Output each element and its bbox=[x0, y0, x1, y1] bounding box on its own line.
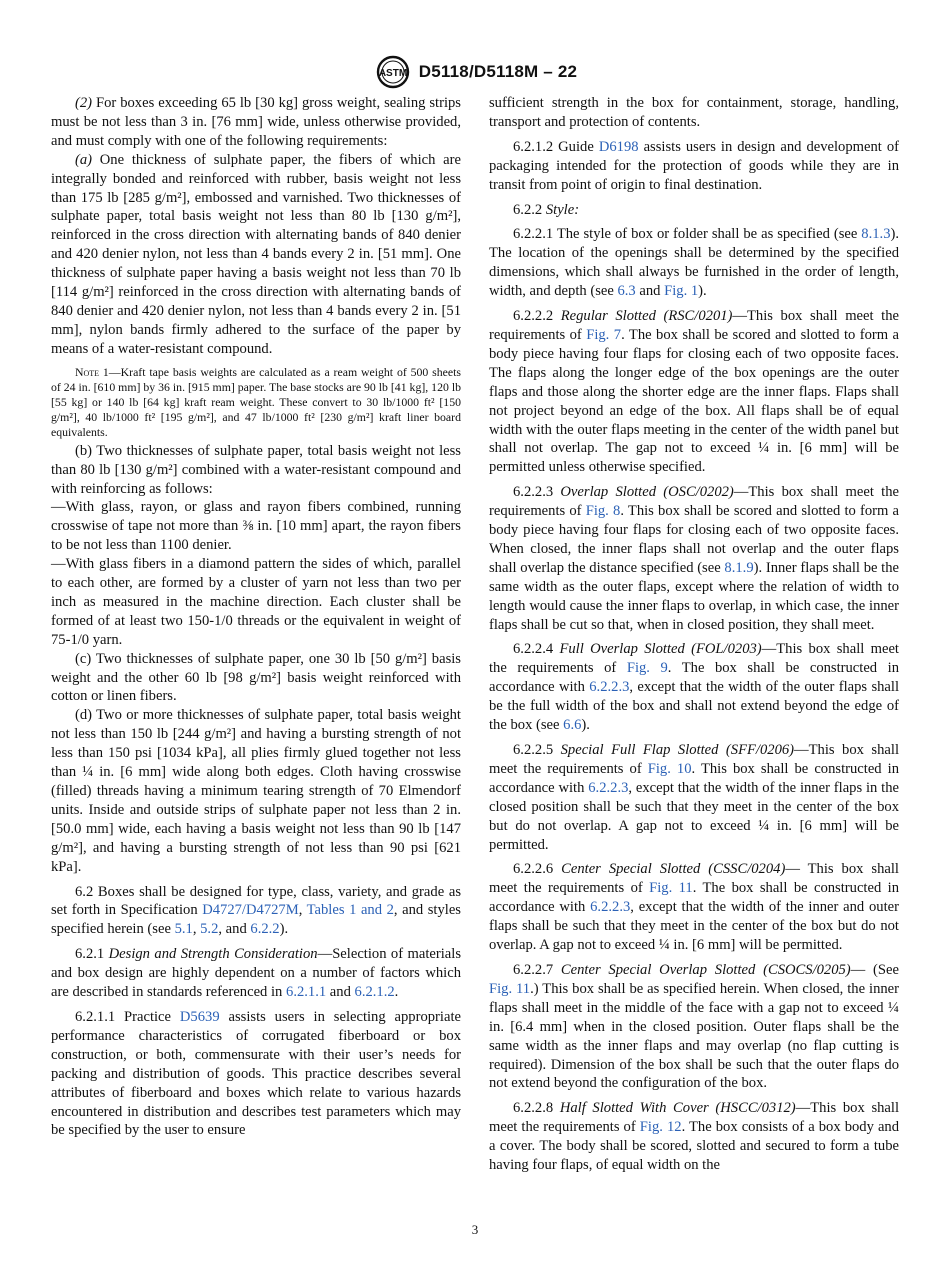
ref-fig-1[interactable]: Fig. 1 bbox=[664, 283, 699, 300]
ref-fig-7[interactable]: Fig. 7 bbox=[586, 326, 622, 343]
section-title: Regular Slotted (RSC/0201) bbox=[560, 308, 733, 325]
paragraph-text: Two or more thicknesses of sulphate paper, total basis weight not less than 150 lb [244 g/m²] and having a bursting strength of not less than 150 psi [1034 kPa], all plies firmly glued together not less than ¼ in. [6 mm] wide along both edges. Cloth having crosswise (filled) threads having a minimum tearing strength of 70 Elmendorf units. Inside and outside strips of sulphate paper not less than 2 in. [50.0 mm] wide, each having a basis weight not less than 90 lb [147 g/m²], and having a bursting strength of not less than 90 psi [621 kPa]. bbox=[51, 707, 461, 875]
text: ). bbox=[698, 283, 707, 300]
ref-fig-9[interactable]: Fig. 9 bbox=[626, 660, 668, 677]
text: , bbox=[192, 921, 201, 938]
section-6-2-2-3 bbox=[489, 483, 899, 634]
section-title: Overlap Slotted (OSC/0202) bbox=[560, 484, 734, 501]
text: , except that the width of the inner flaps in the closed position shall be such that they meet in the center of the box but do not overlap. A gap not to exceed ¼ in. [6 mm] will be permitted. bbox=[489, 779, 900, 853]
left-column bbox=[51, 94, 461, 1140]
note-label: Note 1 bbox=[75, 364, 109, 379]
section-number: 6.2.1 bbox=[75, 946, 109, 963]
section-6-2-2-8 bbox=[489, 1099, 899, 1175]
section-title: Design and Strength Consideration bbox=[108, 946, 318, 963]
section-6-2-2-2 bbox=[489, 307, 899, 477]
ref-d4727[interactable]: D4727/D4727M bbox=[202, 902, 299, 919]
paragraph-2 bbox=[51, 94, 461, 151]
text: ). The location of the openings shall be determined by the specified dimensions, which shall always be furnished in the order of length, width, and depth (see bbox=[489, 226, 899, 300]
section-6-2-2-6 bbox=[489, 860, 899, 955]
ref-d5639[interactable]: D5639 bbox=[179, 1008, 220, 1025]
section-6-2-1 bbox=[51, 945, 461, 1002]
astm-logo bbox=[373, 55, 413, 89]
item-number: (d) bbox=[75, 707, 93, 724]
text: — This box shall meet the requirements of bbox=[489, 861, 899, 897]
item-number: (c) bbox=[75, 650, 92, 667]
section-title: Full Overlap Slotted (FOL/0203) bbox=[559, 641, 762, 658]
section-number: 6.2.2.7 bbox=[513, 961, 561, 978]
text: . This box shall be constructed in accordance with bbox=[489, 760, 900, 796]
text: —Selection of materials and box design are highly dependent on a number of factors which are described in standards referenced in bbox=[51, 946, 462, 1001]
text: 6.2 Boxes shall be designed for type, class, variety, and grade as set forth in Specification bbox=[51, 883, 461, 919]
section-6-2-2-1 bbox=[489, 225, 899, 301]
logo-text: ASTM bbox=[378, 68, 407, 79]
ref-5-2[interactable]: 5.2 bbox=[200, 921, 219, 938]
text: 6.2.1.1 Practice bbox=[75, 1008, 180, 1025]
paragraph-c bbox=[51, 650, 461, 707]
section-number: 6.2.2 bbox=[513, 201, 546, 218]
note-1 bbox=[51, 365, 461, 440]
ref-fig-12[interactable]: Fig. 12 bbox=[639, 1119, 682, 1136]
text: and bbox=[635, 283, 665, 300]
section-6-2-1-2 bbox=[489, 138, 899, 195]
text: , except that the width of the outer flaps shall be the full width of the box and shall not extend beyond the edge of the box (see bbox=[489, 679, 900, 734]
dash-item-1: —With glass, rayon, or glass and rayon fibers combined, running crosswise of tape not more than ⅜ in. [10 mm] apart, the rayon fibers to be not less than 1100 denier. bbox=[51, 499, 461, 554]
standard-designation: D5118/D5118M – 22 bbox=[418, 62, 578, 81]
ref-8-1-3[interactable]: 8.1.3 bbox=[861, 226, 891, 243]
text: and bbox=[326, 984, 355, 1001]
text: . The box shall be constructed in accordance with bbox=[489, 660, 900, 696]
paragraph-text: Two thicknesses of sulphate paper, total basis weight not less than 80 lb [130 g/m²] combined with a water-resistant compound and with reinforcing as follows: bbox=[51, 442, 461, 497]
section-6-2-2-5 bbox=[489, 741, 899, 854]
text: .) This box shall be as specified herein. When closed, the inner flaps shall meet in the middle of the face with a gap not to exceed ¼ in. [6.4 mm] when in the closed position. Outer flaps shall be the same width as the inner flaps and may overlap (no flap cutting is required). Dimension of the box shall be such that the outer flaps do not extend beyond the configuration of the box. bbox=[489, 980, 899, 1092]
text: . The box shall be scored and slotted to form a body piece having four flaps for closing each of two opposite faces. The flaps along the longer edge of the box openings are the outer flaps and those along the shorter edge are the inner flaps. Flaps shall not project beyond an edge of the box. All flaps shall be of equal width with the outer flaps meeting in the center of the width panel but shall not overlap. The gap not to exceed ¼ in. [6 mm] will be permitted unless otherwise specified. bbox=[489, 326, 900, 476]
page-number: 3 bbox=[471, 1222, 479, 1237]
ref-6-2-1-2[interactable]: 6.2.1.2 bbox=[354, 984, 395, 1001]
ref-6-2-2-3[interactable]: 6.2.2.3 bbox=[589, 679, 630, 696]
page-header bbox=[0, 55, 950, 89]
text: ). Inner flaps shall be the same width as the outer flaps, except where the relation of width to length would cause the inner flaps to overlap, in which case, the inner flaps shall be cut so that, when in closed position, they shall meet. bbox=[489, 559, 900, 633]
paragraph-b bbox=[51, 442, 461, 499]
paragraph-text: For boxes exceeding 65 lb [30 kg] gross weight, sealing strips must be not less than 3 in. [76 mm] wide, unless otherwise provided, and must comply with one of the following requirements: bbox=[51, 95, 461, 149]
item-number: (a) bbox=[75, 151, 93, 168]
section-6-2-2 bbox=[489, 201, 899, 220]
paragraph-a bbox=[51, 151, 461, 359]
section-6-2-2-7 bbox=[489, 961, 899, 1093]
text: , and styles specified herein (see bbox=[51, 902, 461, 938]
item-number: (b) bbox=[75, 442, 93, 459]
text: , and bbox=[218, 921, 251, 938]
section-number: 6.2.2.3 bbox=[513, 484, 561, 501]
section-6-2-2-4 bbox=[489, 640, 899, 735]
text: ). bbox=[581, 717, 590, 734]
text: assists users in selecting appropriate performance characteristics of corrugated fiberboard or box construction, or both, commensurate with their user’s needs for packing and distribution of goods. This practice describes several attributes of fiberboard and boxes which relate to various hazards encountered in distribution and describes test parameters which may be specified by the user to ensure bbox=[51, 1008, 461, 1139]
ref-fig-11[interactable]: Fig. 11 bbox=[489, 980, 531, 997]
note-text: —Kraft tape basis weights are calculated as a ream weight of 500 sheets of 24 in. [610 mm] by 36 in. [915 mm] paper. The base stocks are 90 lb [41 kg], 120 lb [55 kg] or 140 lb [64 kg] kraft ream weight. These convert to 30 lb/1000 ft² [150 g/m²], 40 lb/1000 ft² [195 g/m²], and 47 lb/1000 ft² [230 g/m²] kraft liner board equivalents. bbox=[51, 364, 462, 439]
text: —This box shall meet the requirements of bbox=[489, 742, 899, 777]
paragraph-d bbox=[51, 706, 461, 876]
ref-5-1[interactable]: 5.1 bbox=[174, 921, 193, 938]
continued-text: sufficient strength in the box for containment, storage, handling, transport and protection of contents. bbox=[489, 95, 899, 130]
section-number: 6.2.2.4 bbox=[513, 641, 560, 658]
paragraph-text: Two thicknesses of sulphate paper, one 30 lb [50 g/m²] basis weight and the other 60 lb [98 g/m²] basis weight reinforced with cotton or linen fibers. bbox=[51, 650, 461, 705]
text: —This box shall meet the requirements of bbox=[489, 641, 899, 677]
ref-8-1-9[interactable]: 8.1.9 bbox=[724, 559, 754, 576]
item-number: (2) bbox=[75, 95, 93, 111]
right-column bbox=[489, 94, 899, 1175]
section-number: 6.2.2.5 bbox=[513, 742, 561, 758]
dash-item-2: —With glass fibers in a diamond pattern the sides of which, parallel to each other, are formed by a cluster of yarn not less than two per inch as measured in the machine direction. Each cluster shall be formed of at least two 150-1/0 threads or the equivalent in weight of 75-1/0 yarn. bbox=[51, 556, 461, 648]
section-title: Style: bbox=[545, 201, 580, 218]
ref-fig-8[interactable]: Fig. 8 bbox=[585, 503, 621, 520]
ref-fig-10[interactable]: Fig. 10 bbox=[647, 760, 692, 777]
text: , except that the width of the inner and outer flaps shall be such that they meet in the center of the box but do not overlap. A gap not to exceed ¼ in. [6 mm] will be permitted. bbox=[489, 899, 899, 954]
text: , bbox=[298, 902, 307, 919]
text: —This box shall meet the requirements of bbox=[489, 1100, 900, 1136]
section-number: 6.2.2.8 bbox=[513, 1100, 560, 1117]
text: . bbox=[394, 984, 399, 1001]
ref-6-2-2-3[interactable]: 6.2.2.3 bbox=[588, 779, 629, 796]
ref-6-2-2-3[interactable]: 6.2.2.3 bbox=[590, 899, 631, 916]
ref-6-2-1-1[interactable]: 6.2.1.1 bbox=[286, 984, 327, 1001]
section-title: Center Special Slotted (CSSC/0204) bbox=[561, 861, 786, 878]
text: 6.2.1.2 Guide bbox=[513, 138, 599, 155]
text: assists users in design and development of packaging intended for the protection of goods while they are in transit from point of origin to final destination. bbox=[489, 138, 899, 193]
text: . This box shall be scored and slotted to form a body piece having four flaps for closing each of two opposite faces. When closed, the inner flaps shall not overlap and the outer flaps shall overlap the distance specified (see bbox=[489, 503, 900, 576]
section-number: 6.2.2.2 bbox=[513, 308, 561, 325]
ref-6-3[interactable]: 6.3 bbox=[617, 283, 636, 300]
text: —This box shall meet the requirements of bbox=[489, 484, 900, 520]
paragraph-text: One thickness of sulphate paper, the fibers of which are integrally bonded and reinforced with rubber, basis weight not less than 175 lb [285 g/m²], embossed and varnished. Two thicknesses of sulphate paper, total basis weight not less than 80 lb [130 g/m²], reinforced in the cross direction with alternating bands of 840 denier and 420 denier nylon, not less than 4 bands every 2 in. [51 mm]. One thickness of sulphate paper having a basis weight not less than 70 lb [114 g/m²] reinforced in the cross direction with alternating bands of 840 denier and 420 denier nylon, not less than 4 bands every 2 in. [51 mm], nylon bands firmly adhered to the surface of the paper by means of a water-resistant compound. bbox=[51, 151, 461, 357]
text: —This box shall meet the requirements of bbox=[489, 308, 899, 343]
section-6-2 bbox=[51, 883, 461, 940]
text: — (See bbox=[850, 961, 899, 978]
text: ). bbox=[279, 921, 289, 938]
ref-d6198[interactable]: D6198 bbox=[598, 138, 639, 155]
section-title: Center Special Overlap Slotted (CSOCS/0205) bbox=[560, 961, 851, 978]
section-number: 6.2.2.6 bbox=[513, 861, 562, 878]
text: . The box consists of a box body and a cover. The body shall be scored, slotted and secured to form a tube having four flaps, of equal width on the bbox=[489, 1119, 900, 1174]
section-title: Special Full Flap Slotted (SFF/0206) bbox=[560, 742, 795, 758]
ref-6-2-2[interactable]: 6.2.2 bbox=[250, 921, 280, 938]
section-6-2-1-1 bbox=[51, 1008, 461, 1140]
ref-6-6[interactable]: 6.6 bbox=[563, 717, 582, 734]
ref-fig-11[interactable]: Fig. 11 bbox=[649, 880, 693, 897]
text: 6.2.2.1 The style of box or folder shall be as specified (see bbox=[513, 226, 862, 243]
section-title: Half Slotted With Cover (HSCC/0312) bbox=[559, 1100, 796, 1117]
text: . The box shall be constructed in accordance with bbox=[489, 880, 900, 916]
ref-tables-1-2[interactable]: Tables 1 and 2 bbox=[306, 902, 394, 919]
